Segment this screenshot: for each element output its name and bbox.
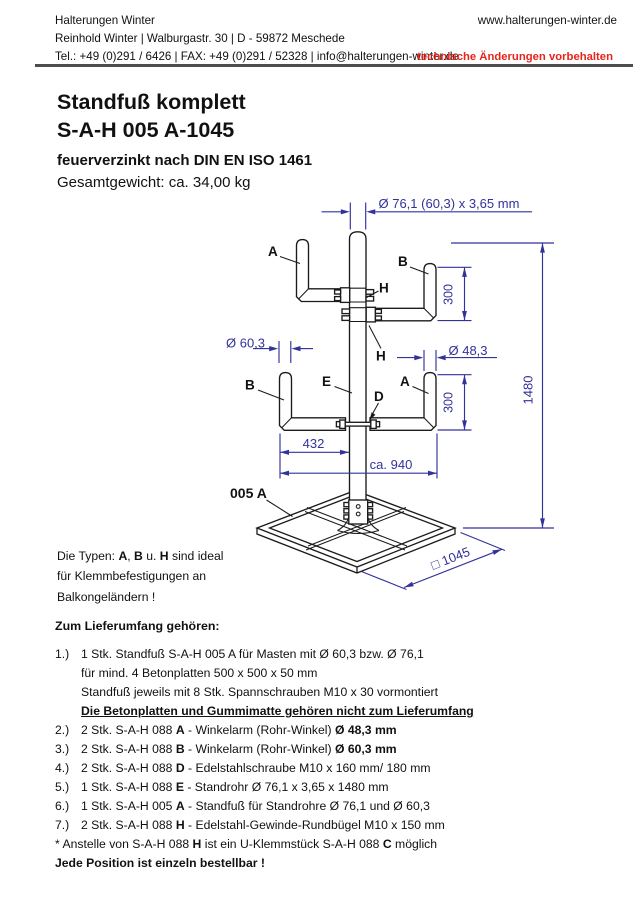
part-labels	[230, 244, 429, 517]
note-line	[57, 566, 223, 586]
text-segment: 2 Stk. S-A-H 088	[81, 818, 176, 832]
text-segment: sind ideal	[168, 549, 224, 563]
text-segment: H	[175, 818, 185, 832]
list-item	[55, 740, 474, 759]
text-segment: 2 Stk. S-A-H 088	[81, 723, 176, 737]
text-segment: C	[382, 837, 392, 851]
text-segment: B	[134, 549, 143, 563]
text-segment: Die Typen:	[57, 549, 119, 563]
page-title	[57, 88, 246, 144]
arm-b-lower	[280, 373, 346, 431]
list-item-number: 6.)	[55, 799, 70, 813]
text-segment: u.	[142, 549, 160, 563]
text-segment: 2 Stk. S-A-H 088	[81, 761, 176, 775]
list-item-number: 2.)	[55, 723, 70, 737]
label-tube-e: E	[322, 374, 332, 389]
note-line	[57, 546, 223, 566]
dim-1045-label: □ 1045	[428, 543, 472, 573]
text-segment: Balkongeländern !	[57, 589, 156, 604]
text-segment: - Winkelarm (Rohr-Winkel)	[184, 742, 335, 756]
list-item	[55, 797, 474, 816]
product-title-line2: S-A-H 005 A-1045	[57, 118, 235, 142]
label-arm-a-low: A	[400, 374, 410, 389]
list-item	[55, 854, 474, 873]
dim-940-label: ca. 940	[369, 457, 413, 472]
text-segment: H	[159, 549, 169, 563]
delivery-list	[55, 645, 474, 873]
text-segment: 2 Stk. S-A-H 088	[81, 742, 176, 756]
disclaimer-text: technische Änderungen vorbehalten	[417, 50, 613, 63]
text-segment: für Klemmbefestigungen an	[57, 569, 207, 584]
list-item	[55, 664, 474, 683]
dim-300-lower-label: 300	[441, 392, 456, 413]
text-segment: Ø 48,3 mm	[334, 723, 397, 737]
website-link[interactable]: www.halterungen-winter.de	[477, 14, 617, 27]
label-clamp-h-top: H	[379, 280, 389, 296]
text-segment: E	[175, 780, 184, 794]
dim-60-label: Ø 60,3	[226, 335, 266, 351]
list-item	[55, 816, 474, 835]
company-address: Reinhold Winter | Walburgastr. 30 | D - 59872 Meschede	[55, 32, 345, 45]
product-title-line1: Standfuß komplett	[57, 90, 246, 114]
delivery-heading: Zum Lieferumfang gehören:	[55, 619, 220, 633]
mast-tube	[350, 232, 367, 503]
list-item-number: 5.)	[55, 780, 70, 794]
dim-48-label: Ø 48,3	[448, 343, 488, 359]
dim-432-label: 432	[302, 436, 325, 451]
dim-300-upper-label: 300	[441, 284, 456, 305]
list-item-number: 3.)	[55, 742, 70, 756]
text-segment: - Winkelarm (Rohr-Winkel)	[184, 723, 335, 737]
text-segment: A	[118, 549, 128, 563]
text-segment: - Standfuß für Standrohre Ø 76,1 und Ø 60,3	[184, 799, 430, 813]
arm-a-upper	[297, 240, 341, 302]
product-subtitle: feuerverzinkt nach DIN EN ISO 1461	[57, 152, 313, 169]
text-segment: ist ein U-Klemmstück S-A-H 088	[201, 837, 383, 851]
type-note	[57, 546, 223, 607]
text-segment: 1 Stk. Standfuß S-A-H 005 A für Masten mit Ø 60,3 bzw. Ø 76,1	[81, 647, 424, 661]
text-segment: 1 Stk. S-A-H 005	[81, 799, 176, 813]
label-screw-d: D	[374, 389, 384, 404]
list-item-number: 4.)	[55, 761, 70, 775]
dim-top-label: Ø 76,1 (60,3) x 3,65 mm	[378, 195, 520, 211]
text-segment: Ø 60,3 mm	[334, 742, 397, 756]
text-segment: Jede Position ist einzeln bestellbar !	[55, 856, 265, 870]
list-item-number: 1.)	[55, 647, 70, 661]
list-item	[55, 835, 474, 854]
label-clamp-h-mid: H	[376, 348, 386, 364]
company-name: Halterungen Winter	[55, 14, 155, 27]
text-segment: möglich	[391, 837, 438, 851]
label-base-005a: 005 A	[230, 485, 267, 501]
list-item	[55, 721, 474, 740]
label-arm-a-top: A	[268, 244, 278, 259]
text-segment: ,	[127, 549, 135, 563]
list-item	[55, 683, 474, 702]
note-line	[57, 587, 223, 607]
text-segment: A	[175, 723, 185, 737]
text-segment: B	[175, 742, 185, 756]
text-segment: - Edelstahlschraube M10 x 160 mm/ 180 mm	[184, 761, 431, 775]
text-segment: - Standrohr Ø 76,1 x 3,65 x 1480 mm	[183, 780, 389, 794]
label-arm-b-low: B	[245, 377, 255, 393]
list-item	[55, 759, 474, 778]
text-segment: Standfuß jeweils mit 8 Stk. Spannschrauben M10 x 30 vormontiert	[81, 685, 438, 699]
dim-height-label: 1480	[520, 375, 536, 405]
text-segment: Die Betonplatten und Gummimatte gehören nicht zum Lieferumfang	[81, 704, 474, 718]
header-divider	[35, 64, 633, 68]
text-segment: H	[192, 837, 202, 851]
product-weight: Gesamtgewicht: ca. 34,00 kg	[57, 173, 251, 191]
company-contact: Tel.: +49 (0)291 / 6426 | FAX: +49 (0)291 / 52328 | info@halterungen-winter.de	[55, 50, 459, 63]
label-arm-b-top: B	[398, 254, 408, 269]
list-item-number: 7.)	[55, 818, 70, 832]
text-segment: für mind. 4 Betonplatten 500 x 500 x 50 mm	[81, 666, 318, 680]
text-segment: D	[175, 761, 185, 775]
text-segment: * Anstelle von S-A-H 088	[55, 837, 193, 851]
list-item	[55, 702, 474, 721]
text-segment: 1 Stk. S-A-H 088	[81, 780, 176, 794]
text-segment: A	[175, 799, 185, 813]
list-item	[55, 778, 474, 797]
text-segment: - Edelstahl-Gewinde-Rundbügel M10 x 150 mm	[184, 818, 445, 832]
list-item	[55, 645, 474, 664]
